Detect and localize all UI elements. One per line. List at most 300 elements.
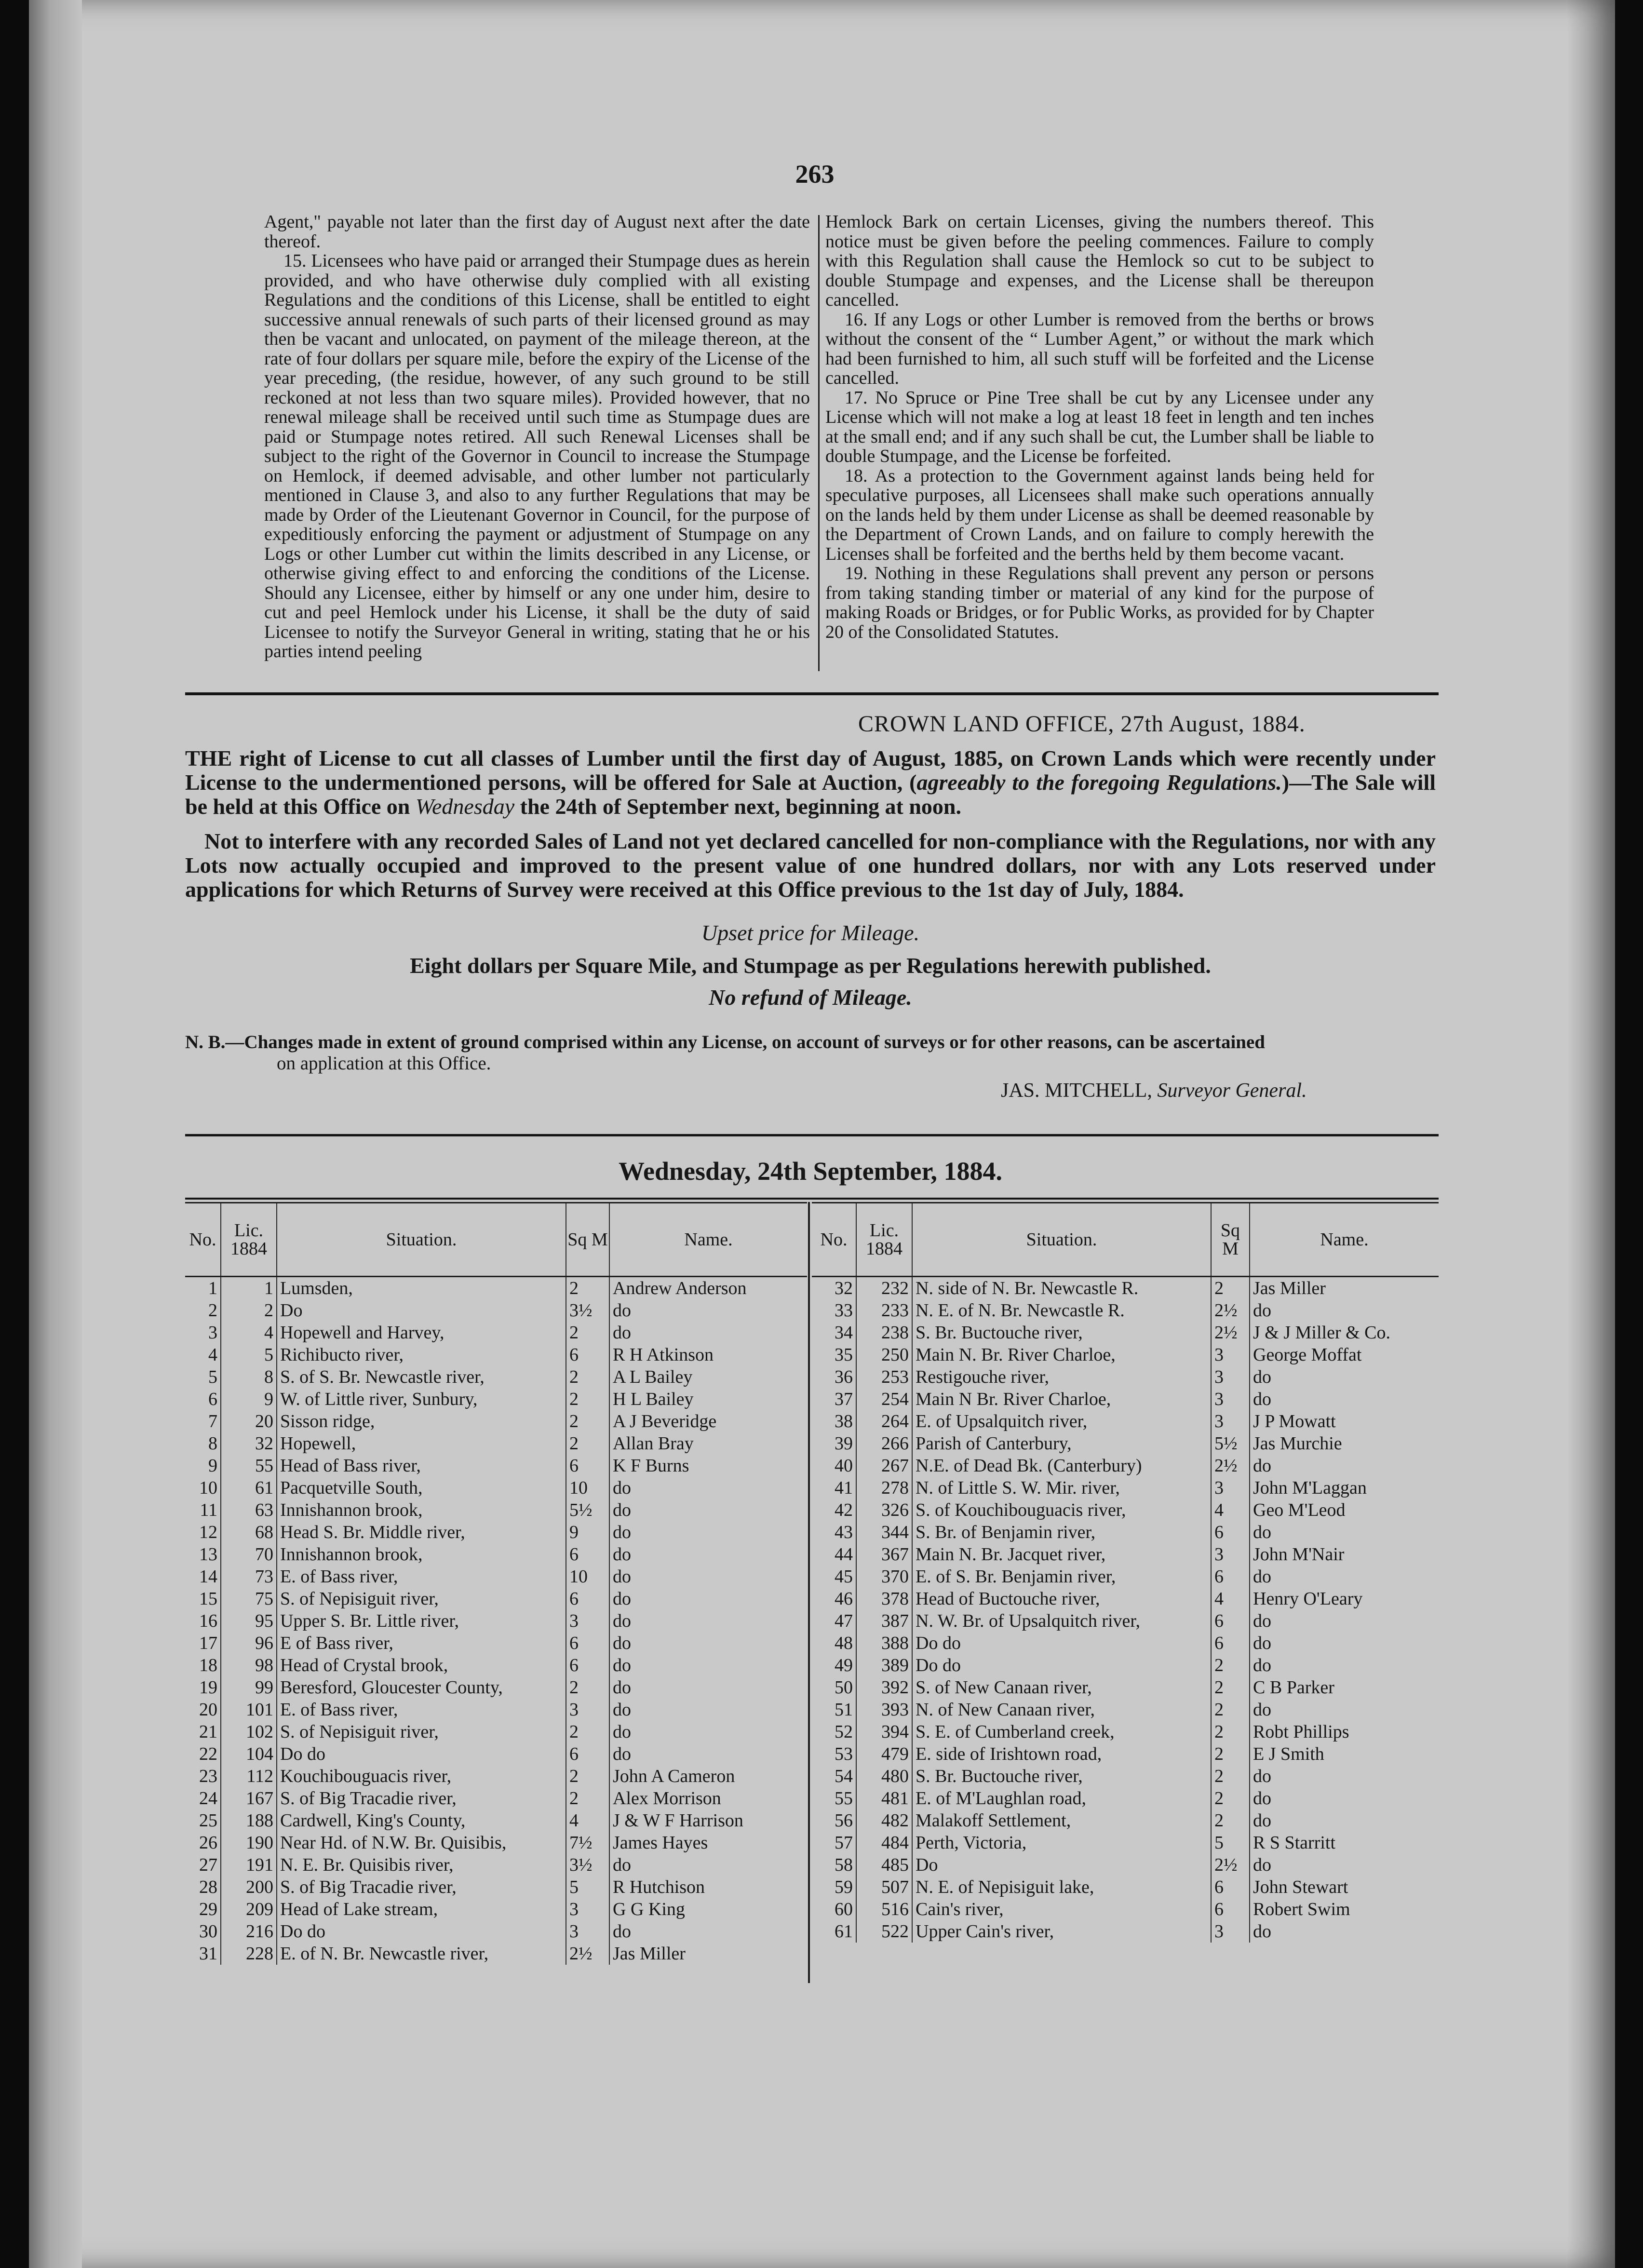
licensee-name: A L Bailey <box>609 1366 807 1388</box>
lic-number: 344 <box>856 1521 912 1543</box>
square-miles: 4 <box>1211 1588 1250 1610</box>
table-row <box>812 1832 1439 1854</box>
licensee-name: do <box>609 1299 807 1322</box>
square-miles: 3 <box>1211 1543 1250 1566</box>
table-title: Wednesday, 24th September, 1884. <box>618 1157 1003 1186</box>
licensee-name: do <box>609 1721 807 1743</box>
section-rule <box>185 692 1439 695</box>
row-no: 56 <box>835 1810 853 1831</box>
row-no: 16 <box>199 1611 217 1631</box>
lic-number: 479 <box>856 1743 912 1765</box>
row-no: 57 <box>835 1833 853 1853</box>
header-name: Name. <box>609 1203 807 1277</box>
table-row <box>185 1832 807 1854</box>
situation: E. of Upsalquitch river, <box>912 1410 1211 1432</box>
licensee-name: do <box>609 1499 807 1521</box>
row-no: 24 <box>199 1788 217 1809</box>
square-miles: 2½ <box>1211 1299 1250 1322</box>
table-row <box>185 1898 807 1920</box>
square-miles: 3 <box>1211 1388 1250 1410</box>
licensee-name: Henry O'Leary <box>1250 1588 1439 1610</box>
table-header-row <box>185 1203 807 1277</box>
row-no: 51 <box>835 1700 853 1720</box>
book-gutter <box>29 0 82 2268</box>
square-miles: 10 <box>566 1566 609 1588</box>
licensee-name: Robt Phillips <box>1250 1721 1439 1743</box>
lic-number: 2 <box>221 1299 277 1322</box>
lic-number: 388 <box>856 1632 912 1654</box>
lic-number: 480 <box>856 1765 912 1787</box>
row-no: 41 <box>835 1478 853 1498</box>
row-no: 7 <box>208 1411 217 1431</box>
lic-number: 253 <box>856 1366 912 1388</box>
table-row <box>185 1432 807 1455</box>
row-no: 14 <box>199 1566 217 1587</box>
square-miles: 6 <box>566 1543 609 1566</box>
row-no: 18 <box>199 1655 217 1675</box>
row-no: 40 <box>835 1456 853 1476</box>
signature-title: Surveyor General. <box>1157 1080 1307 1102</box>
square-miles: 3 <box>566 1920 609 1943</box>
lic-number: 96 <box>221 1632 277 1654</box>
lic-number: 482 <box>856 1809 912 1832</box>
lic-number: 209 <box>221 1898 277 1920</box>
square-miles: 6 <box>566 1654 609 1676</box>
row-no: 36 <box>835 1367 853 1387</box>
row-no: 32 <box>835 1278 853 1298</box>
square-miles: 2½ <box>1211 1455 1250 1477</box>
licensee-name: do <box>1250 1566 1439 1588</box>
table-row <box>812 1898 1439 1920</box>
lic-number: 104 <box>221 1743 277 1765</box>
row-no: 53 <box>835 1744 853 1764</box>
square-miles: 6 <box>1211 1632 1250 1654</box>
signature-name: JAS. MITCHELL, <box>1001 1080 1152 1102</box>
table-row <box>185 1876 807 1898</box>
notice-italic: agreeably to the foregoing Regulations. <box>916 770 1282 795</box>
regulations-left-column <box>264 212 810 662</box>
licensee-name: do <box>1250 1299 1439 1322</box>
row-no: 3 <box>208 1323 217 1343</box>
square-miles: 2 <box>1211 1809 1250 1832</box>
table-row <box>812 1477 1439 1499</box>
regulation-16: 16. If any Logs or other Lumber is removed from the berths or brows without the consent of the “ Lumber Agent,” or without the mark which had been furnished to him, all such stuff will be forfeited and the License cancelled. <box>825 309 1374 388</box>
situation: Head of Lake stream, <box>277 1898 566 1920</box>
row-no: 44 <box>835 1544 853 1565</box>
lic-number: 200 <box>221 1876 277 1898</box>
row-no: 6 <box>208 1389 217 1409</box>
table-row <box>812 1299 1439 1322</box>
table-row <box>185 1787 807 1809</box>
lic-number: 55 <box>221 1455 277 1477</box>
square-miles: 3 <box>1211 1920 1250 1943</box>
lic-number: 32 <box>221 1432 277 1455</box>
licensee-name: do <box>609 1676 807 1699</box>
square-miles: 7½ <box>566 1832 609 1854</box>
row-no: 9 <box>208 1456 217 1476</box>
square-miles: 6 <box>1211 1898 1250 1920</box>
licensee-name: A J Beveridge <box>609 1410 807 1432</box>
situation: N. of New Canaan river, <box>912 1699 1211 1721</box>
lic-number: 20 <box>221 1410 277 1432</box>
lic-number: 228 <box>221 1943 277 1965</box>
table-row <box>185 1676 807 1699</box>
column-divider <box>818 215 820 671</box>
situation: E. of Bass river, <box>277 1566 566 1588</box>
licensee-name: J P Mowatt <box>1250 1410 1439 1432</box>
square-miles: 5 <box>566 1876 609 1898</box>
situation: N. W. Br. of Upsalquitch river, <box>912 1610 1211 1632</box>
square-miles: 5½ <box>566 1499 609 1521</box>
situation: S. Br. Buctouche river, <box>912 1322 1211 1344</box>
row-no: 37 <box>835 1389 853 1409</box>
table-row <box>812 1743 1439 1765</box>
row-no: 35 <box>835 1345 853 1365</box>
table-row <box>812 1521 1439 1543</box>
situation: N. E. Br. Quisibis river, <box>277 1854 566 1876</box>
table-row <box>812 1699 1439 1721</box>
situation: S. of Big Tracadie river, <box>277 1787 566 1809</box>
situation: W. of Little river, Sunbury, <box>277 1388 566 1410</box>
header-situation: Situation. <box>912 1203 1211 1277</box>
row-no: 31 <box>199 1944 217 1964</box>
square-miles: 3 <box>1211 1344 1250 1366</box>
licensee-name: do <box>1250 1366 1439 1388</box>
licensee-name: H L Bailey <box>609 1388 807 1410</box>
row-no: 59 <box>835 1877 853 1897</box>
square-miles: 9 <box>566 1521 609 1543</box>
table-row <box>812 1277 1439 1300</box>
row-no: 25 <box>199 1810 217 1831</box>
situation: S. of Nepisiguit river, <box>277 1721 566 1743</box>
lic-number: 112 <box>221 1765 277 1787</box>
row-no: 61 <box>835 1921 853 1942</box>
table-row <box>812 1410 1439 1432</box>
table-row <box>185 1809 807 1832</box>
situation: Beresford, Gloucester County, <box>277 1676 566 1699</box>
lic-number: 392 <box>856 1676 912 1699</box>
table-row <box>185 1499 807 1521</box>
row-no: 22 <box>199 1744 217 1764</box>
header-sqm: Sq M <box>1211 1203 1250 1277</box>
licensee-name: Allan Bray <box>609 1432 807 1455</box>
licensee-name: do <box>609 1699 807 1721</box>
situation: Cain's river, <box>912 1898 1211 1920</box>
row-no: 55 <box>835 1788 853 1809</box>
lic-number: 167 <box>221 1787 277 1809</box>
licensee-name: do <box>609 1743 807 1765</box>
table-row <box>812 1809 1439 1832</box>
situation: Do do <box>912 1632 1211 1654</box>
header-lic: Lic. 1884 <box>221 1203 277 1277</box>
license-table-right <box>812 1202 1439 1943</box>
table-row <box>812 1366 1439 1388</box>
table-row <box>185 1765 807 1787</box>
square-miles: 3½ <box>566 1854 609 1876</box>
rate-line: Eight dollars per Square Mile, and Stumpage as per Regulations herewith published. <box>410 953 1211 978</box>
signature <box>1001 1079 1307 1102</box>
lic-number: 102 <box>221 1721 277 1743</box>
notice-day: Wednesday <box>415 794 515 819</box>
regulation-17: 17. No Spruce or Pine Tree shall be cut by any Licensee under any License which will not make a log at least 18 feet in length and ten inches at the small end; and if any such shall be cut, the Lumber shall be liable to double Stumpage, and the License be forfeited. <box>825 387 1374 466</box>
situation: N.E. of Dead Bk. (Canterbury) <box>912 1455 1211 1477</box>
situation: Main N Br. River Charloe, <box>912 1388 1211 1410</box>
situation: S. of Big Tracadie river, <box>277 1876 566 1898</box>
square-miles: 3 <box>566 1610 609 1632</box>
square-miles: 2 <box>1211 1654 1250 1676</box>
square-miles: 6 <box>566 1455 609 1477</box>
situation: E. of Bass river, <box>277 1699 566 1721</box>
situation: Main N. Br. Jacquet river, <box>912 1543 1211 1566</box>
situation: Lumsden, <box>277 1277 566 1300</box>
table-row <box>185 1477 807 1499</box>
square-miles: 2 <box>566 1787 609 1809</box>
table-row <box>812 1588 1439 1610</box>
square-miles: 6 <box>566 1632 609 1654</box>
row-no: 27 <box>199 1855 217 1875</box>
lic-number: 254 <box>856 1388 912 1410</box>
lic-number: 63 <box>221 1499 277 1521</box>
square-miles: 2 <box>1211 1676 1250 1699</box>
office-dateline: CROWN LAND OFFICE, 27th August, 1884. <box>858 711 1306 737</box>
table-row <box>812 1455 1439 1477</box>
page-number: 263 <box>795 160 835 189</box>
lic-number: 101 <box>221 1699 277 1721</box>
square-miles: 5 <box>1211 1832 1250 1854</box>
square-miles: 2 <box>1211 1699 1250 1721</box>
lic-number: 68 <box>221 1521 277 1543</box>
row-no: 43 <box>835 1522 853 1542</box>
table-row <box>812 1432 1439 1455</box>
square-miles: 2½ <box>1211 1854 1250 1876</box>
licensee-name: do <box>609 1322 807 1344</box>
table-row <box>185 1699 807 1721</box>
licensee-name: do <box>609 1632 807 1654</box>
square-miles: 2 <box>566 1676 609 1699</box>
square-miles: 3 <box>1211 1477 1250 1499</box>
nb-continuation: on application at this Office. <box>277 1053 491 1074</box>
situation: E. of S. Br. Benjamin river, <box>912 1566 1211 1588</box>
licensee-name: do <box>1250 1920 1439 1943</box>
licensee-name: John Stewart <box>1250 1876 1439 1898</box>
row-no: 52 <box>835 1722 853 1742</box>
lic-number: 5 <box>221 1344 277 1366</box>
lic-number: 95 <box>221 1610 277 1632</box>
lic-number: 70 <box>221 1543 277 1566</box>
row-no: 60 <box>835 1899 853 1919</box>
regulation-text: Agent," payable not later than the first day of August next after the date thereof. <box>264 212 810 252</box>
regulation-text: Hemlock Bark on certain Licenses, giving the numbers thereof. This notice must be given before the peeling commences. Failure to comply with this Regulation shall cause the Hemlock so cut to be subject to double Stumpage and expenses, and the License shall be thereupon cancelled. <box>825 212 1374 310</box>
table-row <box>185 1854 807 1876</box>
lic-number: 216 <box>221 1920 277 1943</box>
table-row <box>185 1322 807 1344</box>
regulations-right-column <box>825 212 1374 642</box>
lic-number: 267 <box>856 1455 912 1477</box>
licensee-name: E J Smith <box>1250 1743 1439 1765</box>
table-row <box>812 1543 1439 1566</box>
table-row <box>812 1920 1439 1943</box>
regulation-18: 18. As a protection to the Government against lands being held for speculative purposes, all Licensees shall make such operations annually on the lands held by them under License as shall be deemed reasonable by the Department of Crown Lands, and on failure to comply herewith the Licenses shall be forfeited and the berths held by them become vacant. <box>825 465 1374 564</box>
licensee-name: do <box>609 1543 807 1566</box>
lic-number: 233 <box>856 1299 912 1322</box>
lic-number: 75 <box>221 1588 277 1610</box>
upset-price: Upset price for Mileage. <box>701 920 920 945</box>
square-miles: 3 <box>1211 1410 1250 1432</box>
table-row <box>185 1388 807 1410</box>
lic-number: 250 <box>856 1344 912 1366</box>
square-miles: 3 <box>566 1898 609 1920</box>
table-row <box>185 1299 807 1322</box>
situation: E of Bass river, <box>277 1632 566 1654</box>
lic-number: 188 <box>221 1809 277 1832</box>
licensee-name: John M'Nair <box>1250 1543 1439 1566</box>
table-row <box>185 1566 807 1588</box>
square-miles: 2 <box>566 1765 609 1787</box>
lic-number: 1 <box>221 1277 277 1300</box>
square-miles: 2 <box>566 1277 609 1300</box>
situation: Near Hd. of N.W. Br. Quisibis, <box>277 1832 566 1854</box>
licensee-name: do <box>1250 1521 1439 1543</box>
square-miles: 2 <box>1211 1743 1250 1765</box>
square-miles: 6 <box>1211 1610 1250 1632</box>
licensee-name: C B Parker <box>1250 1676 1439 1699</box>
header-lic: Lic. 1884 <box>856 1203 912 1277</box>
row-no: 38 <box>835 1411 853 1431</box>
row-no: 29 <box>199 1899 217 1919</box>
row-no: 58 <box>835 1855 853 1875</box>
situation: Do <box>277 1299 566 1322</box>
licensee-name: do <box>1250 1765 1439 1787</box>
table-row <box>812 1322 1439 1344</box>
lic-number: 278 <box>856 1477 912 1499</box>
table-row <box>812 1344 1439 1366</box>
licensee-name: Robert Swim <box>1250 1898 1439 1920</box>
licensee-name: do <box>1250 1388 1439 1410</box>
square-miles: 2½ <box>1211 1322 1250 1344</box>
square-miles: 3 <box>566 1699 609 1721</box>
square-miles: 2 <box>1211 1765 1250 1787</box>
notice-text: the 24th of September next, beginning at noon. <box>514 794 962 819</box>
licensee-name: J & J Miller & Co. <box>1250 1322 1439 1344</box>
table-row <box>812 1854 1439 1876</box>
square-miles: 2½ <box>566 1943 609 1965</box>
table-row <box>185 1632 807 1654</box>
licensee-name: do <box>1250 1610 1439 1632</box>
lic-number: 238 <box>856 1322 912 1344</box>
lic-number: 522 <box>856 1920 912 1943</box>
lic-number: 264 <box>856 1410 912 1432</box>
square-miles: 4 <box>1211 1499 1250 1521</box>
lic-number: 266 <box>856 1432 912 1455</box>
table-row <box>185 1366 807 1388</box>
page-edge-shadow <box>1567 0 1615 2268</box>
square-miles: 4 <box>566 1809 609 1832</box>
notice-text: right of License to cut all classes of Lumber until the first day of August, 1885, on Crown Lands which were recently under License to the undermentioned persons, will be offered for Sale at Auction, ( <box>185 746 1436 795</box>
situation: Kouchibouguacis river, <box>277 1765 566 1787</box>
section-rule <box>185 1134 1439 1136</box>
table-row <box>812 1765 1439 1787</box>
licensee-name: George Moffat <box>1250 1344 1439 1366</box>
lic-number: 481 <box>856 1787 912 1809</box>
table-row <box>185 1943 807 1965</box>
square-miles: 2 <box>1211 1277 1250 1300</box>
table-row <box>812 1499 1439 1521</box>
table-row <box>812 1787 1439 1809</box>
licensee-name: do <box>1250 1632 1439 1654</box>
licensee-name: John M'Laggan <box>1250 1477 1439 1499</box>
licensee-name: do <box>609 1588 807 1610</box>
lic-number: 378 <box>856 1588 912 1610</box>
licensee-name: do <box>1250 1455 1439 1477</box>
lic-number: 4 <box>221 1322 277 1344</box>
licensee-name: John A Cameron <box>609 1765 807 1787</box>
situation: Richibucto river, <box>277 1344 566 1366</box>
lic-number: 389 <box>856 1654 912 1676</box>
situation: E. of N. Br. Newcastle river, <box>277 1943 566 1965</box>
square-miles: 2 <box>1211 1787 1250 1809</box>
table-row <box>185 1588 807 1610</box>
row-no: 4 <box>208 1345 217 1365</box>
row-no: 50 <box>835 1677 853 1698</box>
licensee-name: Jas Miller <box>1250 1277 1439 1300</box>
square-miles: 2 <box>566 1432 609 1455</box>
table-row <box>185 1743 807 1765</box>
row-no: 33 <box>835 1300 853 1321</box>
square-miles: 5½ <box>1211 1432 1250 1455</box>
situation: Restigouche river, <box>912 1366 1211 1388</box>
header-name: Name. <box>1250 1203 1439 1277</box>
square-miles: 6 <box>1211 1521 1250 1543</box>
regulation-19: 19. Nothing in these Regulations shall prevent any person or persons from taking standing timber or material of any kind for the purpose of making Roads or Bridges, or for Public Works, as provided for by Chapter 20 of the Consolidated Statutes. <box>825 563 1374 642</box>
row-no: 48 <box>835 1633 853 1653</box>
situation: Parish of Canterbury, <box>912 1432 1211 1455</box>
table-row <box>812 1721 1439 1743</box>
situation: Head of Buctouche river, <box>912 1588 1211 1610</box>
regulation-15: 15. Licensees who have paid or arranged their Stumpage dues as herein provided, and who have otherwise duly complied with all existing Regulations and the conditions of this License, shall be entitled to eight successive annual renewals of such parts of their licensed ground as may then be vacant and unlocated, on payment of the mileage thereon, at the rate of four dollars per square mile, before the expiry of the License of the year preceding, (the residue, however, of any such ground to be still reckoned at not less than two square miles). Provided however, that no renewal mileage shall be received until such time as Stumpage dues are paid or Stumpage notes retired. All such Renewal Licenses shall be subject to the right of the Governor in Council to increase the Stumpage on Hemlock, if deemed advisable, and other lumber not particularly mentioned in Clause 3, and also to any further Regulations that may be made by Order of the Lieutenant Governor in Council, for the purpose of expeditiously enforcing the payment or adjustment of Stumpage on any Logs or other Lumber cut within the limits described in any License, or otherwise giving effect to and enforcing the conditions of the License. Should any Licensee, either by himself or any one under him, desire to cut and peel Hemlock under his License, it shall be the duty of said Licensee to notify the Surveyor General in writing, stating that he or his parties intend peeling <box>264 251 810 662</box>
square-miles: 6 <box>566 1344 609 1366</box>
situation: N. E. of N. Br. Newcastle R. <box>912 1299 1211 1322</box>
square-miles: 2 <box>566 1410 609 1432</box>
row-no: 47 <box>835 1611 853 1631</box>
non-interference-paragraph: Not to interfere with any recorded Sales of Land not yet declared cancelled for non-compliance with the Regulations, nor with any Lots now actually occupied and improved to the present value of one hundred dollars, nor with any Lots reserved under applications for which Returns of Survey were received at this Office previous to the 1st day of July, 1884. <box>185 829 1436 902</box>
row-no: 54 <box>835 1766 853 1786</box>
situation: S. Br. of Benjamin river, <box>912 1521 1211 1543</box>
situation: Main N. Br. River Charloe, <box>912 1344 1211 1366</box>
licensee-name: do <box>609 1566 807 1588</box>
situation: S. Br. Buctouche river, <box>912 1765 1211 1787</box>
licensee-name: do <box>609 1521 807 1543</box>
lic-number: 8 <box>221 1366 277 1388</box>
row-no: 28 <box>199 1877 217 1897</box>
lic-number: 507 <box>856 1876 912 1898</box>
lic-number: 191 <box>221 1854 277 1876</box>
lic-number: 9 <box>221 1388 277 1410</box>
table-divider <box>808 1202 810 1983</box>
lic-number: 61 <box>221 1477 277 1499</box>
situation: Do do <box>912 1654 1211 1676</box>
square-miles: 6 <box>566 1743 609 1765</box>
licensee-name: do <box>609 1477 807 1499</box>
licensee-name: do <box>1250 1699 1439 1721</box>
table-row <box>185 1521 807 1543</box>
row-no: 1 <box>208 1278 217 1298</box>
square-miles: 6 <box>566 1588 609 1610</box>
licensee-name: James Hayes <box>609 1832 807 1854</box>
lic-number: 394 <box>856 1721 912 1743</box>
lic-number: 190 <box>221 1832 277 1854</box>
row-no: 19 <box>199 1677 217 1698</box>
no-refund: No refund of Mileage. <box>709 985 912 1010</box>
